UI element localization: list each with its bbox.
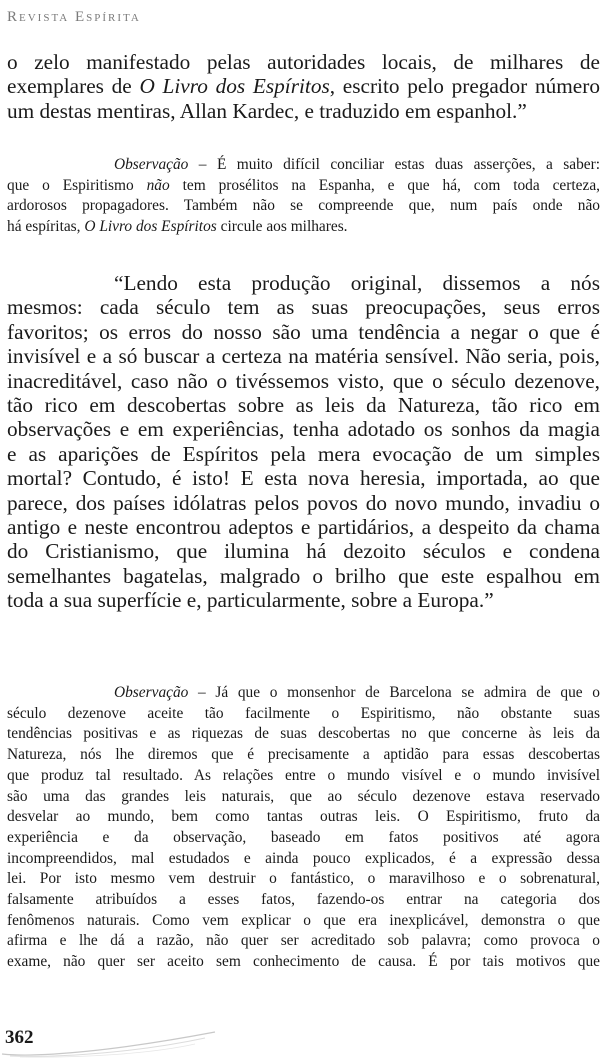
book-title: O Livro dos Espíritos: [84, 218, 217, 236]
paragraph-observation-1: [7, 155, 600, 238]
running-head: Revista Espírita: [7, 9, 141, 25]
paragraph-quote-continuation: [7, 50, 600, 123]
text-line: afirma e lhe dá a razão, não quer ser acreditado sob palavra; como provoca o: [7, 932, 600, 950]
text-fragment: – Já que o monsenhor de Barcelona se admira de que o: [188, 684, 600, 701]
text-fragment: – É muito difícil conciliar estas duas asserções, a saber:: [188, 156, 600, 173]
text-line: tão rico em descobertas sobre as leis da Natureza, tão rico em: [7, 393, 600, 418]
text-line: falsamente atribuídos a esses fatos, fazendo-os entrar na categoria dos: [7, 891, 600, 909]
paragraph-quote: [7, 271, 600, 613]
text-line: o zelo manifestado pelas autoridades locais, de milhares de: [7, 50, 600, 74]
text-line: desvelar ao mundo, bem como tantas outras leis. O Espiritismo, fruto da: [7, 808, 600, 826]
text-line: ardorosos propagadores. Também não se compreende que, num país onde não: [7, 197, 600, 215]
text-line: inacreditável, caso não o tivéssemos visto, que o século dezenove,: [7, 368, 600, 393]
text-line: e as aparições de Espíritos pela mera evocação de um simples: [7, 441, 600, 466]
text-line: toda a sua superfície e, particularmente, sobre a Europa.”: [7, 588, 494, 613]
text-line: [7, 176, 600, 197]
text-line: século dezenove aceite tão facilmente o Espiritismo, não obstante suas: [7, 704, 600, 722]
text-fragment: há espíritas,: [7, 218, 85, 236]
text-line: semelhantes bagatelas, malgrado o brilho que este espalhou em: [7, 563, 600, 588]
text-line: que produz tal resultado. As relações entre o mundo visível e o mundo invisível: [7, 766, 600, 784]
text-line: [7, 683, 600, 704]
book-title: O Livro dos Espíritos: [139, 74, 330, 99]
text-fragment: , escrito pelo pregador número: [329, 74, 601, 99]
text-line: exame, não quer ser aceito sem conhecimento de causa. É por tais motivos que: [7, 953, 600, 971]
text-line: tendências positivas e as riquezas de suas descobertas no que concerne às leis da: [7, 725, 600, 743]
page-number: 362: [5, 1027, 34, 1048]
text-fragment: circule aos milhares.: [216, 218, 348, 236]
text-line: “Lendo esta produção original, dissemos a nós: [114, 271, 600, 295]
text-line: observações e em experiências, tenha adotado os sonhos da magia: [7, 417, 600, 442]
text-line: [7, 155, 600, 176]
text-line: lei. Por isto mesmo vem destruir o fantástico, o maravilhoso e o sobrenatural,: [7, 870, 600, 888]
text-line: um destas mentiras, Allan Kardec, e traduzido em espanhol.”: [7, 98, 527, 123]
observation-label: Observação: [114, 684, 189, 701]
text-line: favoritos; os erros do nosso são uma tendência a negar o que é: [7, 319, 600, 344]
text-line: antigo e neste encontrou adeptos e partidários, a despeito da chama: [7, 515, 600, 540]
text-line: parece, dos países idólatras pelos povos do novo mundo, invadiu o: [7, 490, 600, 515]
text-fragment: tem prosélitos na Espanha, e que há, com toda certeza,: [169, 176, 600, 194]
text-line: invisível e a só buscar a certeza na matéria sensível. Não seria, pois,: [7, 344, 600, 369]
text-line: mortal? Contudo, é isto! E esta nova heresia, importada, ao que: [7, 466, 600, 491]
text-fragment: exemplares de: [7, 74, 140, 99]
text-line: são uma das grandes leis naturais, que ao século dezenove estava reservado: [7, 787, 600, 805]
text-line: [7, 74, 600, 98]
text-line: fenômenos naturais. Como vem explicar o que era inexplicável, demonstra o que: [7, 911, 600, 929]
observation-label: Observação: [114, 156, 189, 173]
text-fragment: que o Espiritismo: [7, 176, 147, 194]
text-line: do Cristianismo, que ilumina há dezoito séculos e condena: [7, 539, 600, 564]
text-line: Natureza, nós lhe diremos que é precisamente a aptidão para essas descobertas: [7, 746, 600, 764]
text-line: experiência e da observação, baseado em fatos positivos até agora: [7, 828, 600, 846]
text-line: incompreendidos, mal estudados e ainda pouco explicados, é a expressão dessa: [7, 849, 600, 867]
emphasis: não: [146, 176, 170, 194]
paragraph-observation-2: [7, 683, 600, 973]
text-line: mesmos: cada século tem as suas preocupações, seus erros: [7, 295, 600, 320]
text-line: [7, 217, 600, 238]
